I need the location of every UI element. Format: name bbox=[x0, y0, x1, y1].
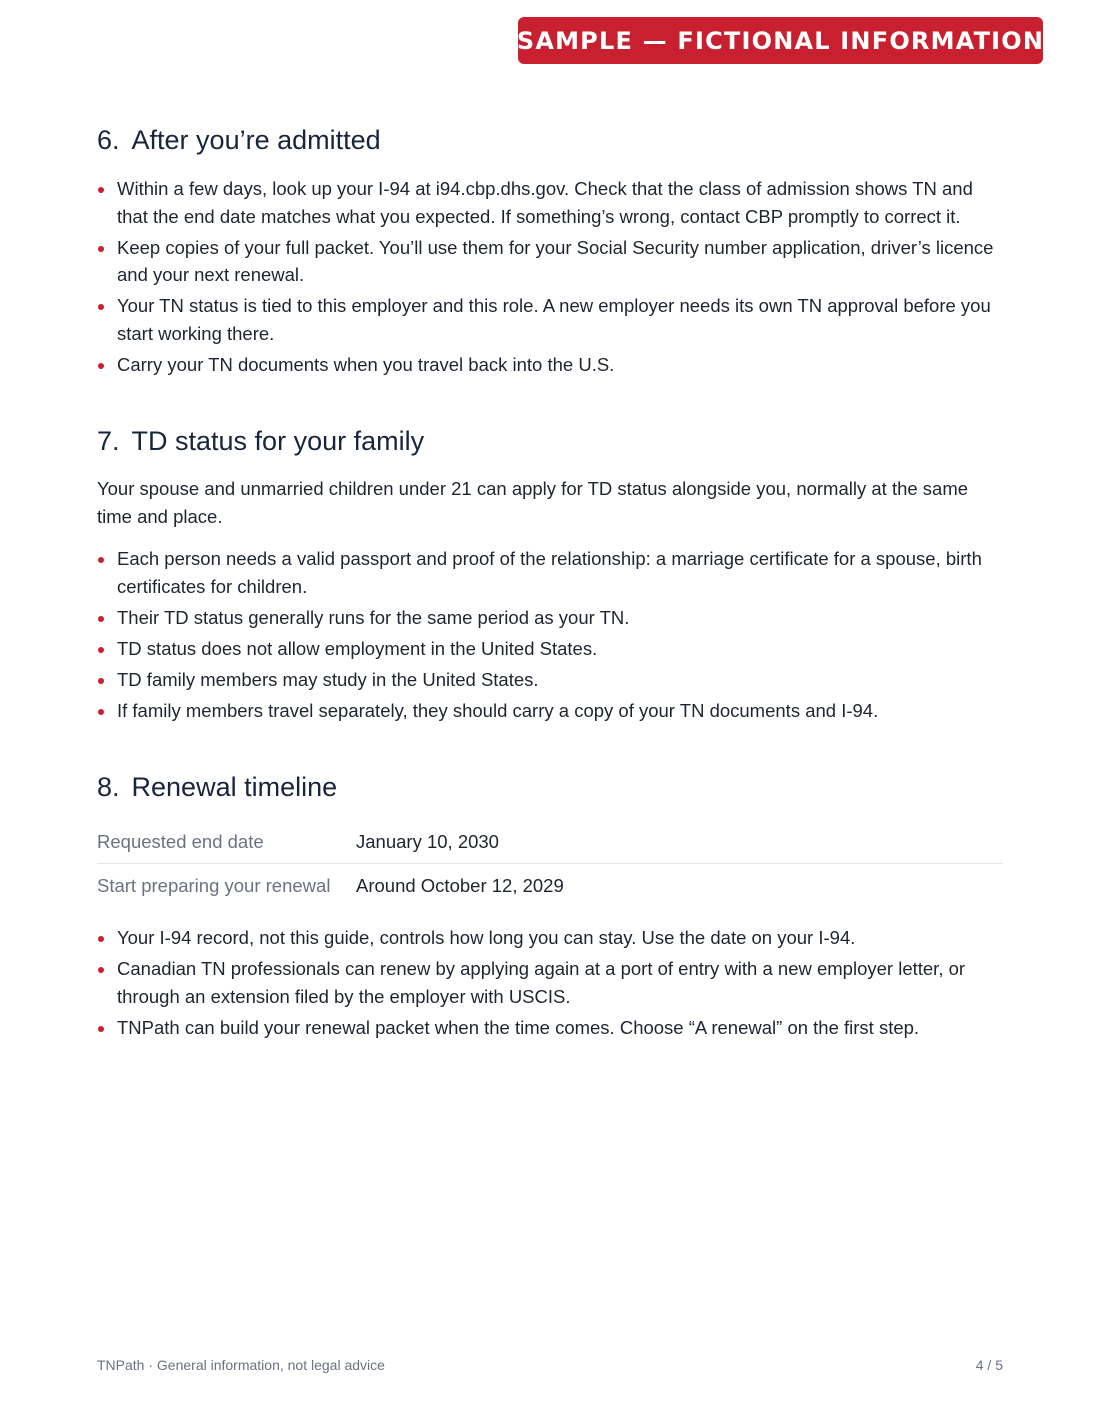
list-item bbox=[97, 924, 1003, 952]
bullet-icon bbox=[98, 678, 104, 684]
list-item bbox=[97, 666, 1003, 694]
list-item bbox=[97, 635, 1003, 663]
section-6-heading bbox=[97, 124, 381, 156]
section-7-list bbox=[97, 545, 1003, 728]
list-item bbox=[97, 175, 1003, 230]
list-item bbox=[97, 292, 1003, 347]
list-item bbox=[97, 955, 1003, 1010]
section-title: After you’re admitted bbox=[131, 125, 381, 155]
bullet-icon bbox=[98, 557, 104, 563]
list-item-text: Within a few days, look up your I-94 at i94.cbp.dhs.gov. Check that the class of admission shows TN and that the end date matches what you expected. If something’s wrong, contact CBP promptly to correct it. bbox=[117, 178, 973, 227]
list-item bbox=[97, 1014, 1003, 1042]
list-item bbox=[97, 604, 1003, 632]
section-number: 8. bbox=[97, 772, 120, 802]
bullet-icon bbox=[98, 1026, 104, 1032]
list-item bbox=[97, 545, 1003, 600]
list-item bbox=[97, 234, 1003, 289]
bullet-icon bbox=[98, 363, 104, 369]
footer-disclaimer: TNPath · General information, not legal advice bbox=[97, 1357, 385, 1373]
page-number: 4 / 5 bbox=[975, 1357, 1003, 1373]
section-7-intro: Your spouse and unmarried children under 21 can apply for TD status alongside you, normally at the same time and place. bbox=[97, 478, 969, 527]
list-item-text: TD status does not allow employment in the United States. bbox=[117, 637, 598, 659]
sample-banner: SAMPLE — FICTIONAL INFORMATION bbox=[518, 17, 1043, 64]
timeline-value: January 10, 2030 bbox=[356, 830, 499, 852]
list-item-text: Carry your TN documents when you travel back into the U.S. bbox=[117, 353, 615, 375]
section-6-list bbox=[97, 175, 1003, 382]
bullet-icon bbox=[98, 616, 104, 622]
list-item-text: Each person needs a valid passport and proof of the relationship: a marriage certificate for a spouse, birth certificates for children. bbox=[117, 548, 982, 597]
section-8-heading bbox=[97, 771, 337, 803]
bullet-icon bbox=[98, 246, 104, 252]
section-number: 6. bbox=[97, 125, 120, 155]
list-item bbox=[97, 351, 1003, 379]
bullet-icon bbox=[98, 304, 104, 310]
list-item-text: Canadian TN professionals can renew by applying again at a port of entry with a new employer letter, or through an extension filed by the employer with USCIS. bbox=[117, 958, 966, 1007]
section-title: TD status for your family bbox=[131, 426, 425, 456]
section-title: Renewal timeline bbox=[131, 772, 338, 802]
timeline-label: Requested end date bbox=[97, 830, 264, 852]
bullet-icon bbox=[98, 709, 104, 715]
list-item-text: Keep copies of your full packet. You’ll use them for your Social Security number application, driver’s licence and your next renewal. bbox=[117, 236, 994, 285]
bullet-icon bbox=[98, 647, 104, 653]
list-item-text: TD family members may study in the United States. bbox=[117, 668, 539, 690]
list-item-text: Your I-94 record, not this guide, controls how long you can stay. Use the date on your I-94. bbox=[117, 927, 856, 948]
timeline-value: Around October 12, 2029 bbox=[356, 874, 564, 896]
list-item-text: If family members travel separately, they should carry a copy of your TN documents and I-94. bbox=[117, 699, 879, 721]
bullet-icon bbox=[98, 936, 104, 942]
list-item-text: Their TD status generally runs for the same period as your TN. bbox=[117, 606, 630, 628]
list-item-text: Your TN status is tied to this employer and this role. A new employer needs its own TN approval before you start working there. bbox=[117, 295, 991, 344]
section-8-list bbox=[97, 924, 1003, 1045]
timeline-row bbox=[97, 820, 1003, 863]
renewal-timeline-table bbox=[97, 820, 1003, 907]
bullet-icon bbox=[98, 967, 104, 973]
section-7-heading bbox=[97, 425, 424, 457]
timeline-label: Start preparing your renewal bbox=[97, 874, 331, 896]
bullet-icon bbox=[98, 187, 104, 193]
timeline-row bbox=[97, 863, 1003, 907]
section-number: 7. bbox=[97, 426, 120, 456]
list-item-text: TNPath can build your renewal packet when the time comes. Choose “A renewal” on the first step. bbox=[117, 1016, 920, 1038]
list-item bbox=[97, 697, 1003, 725]
page-footer bbox=[97, 1357, 1003, 1373]
